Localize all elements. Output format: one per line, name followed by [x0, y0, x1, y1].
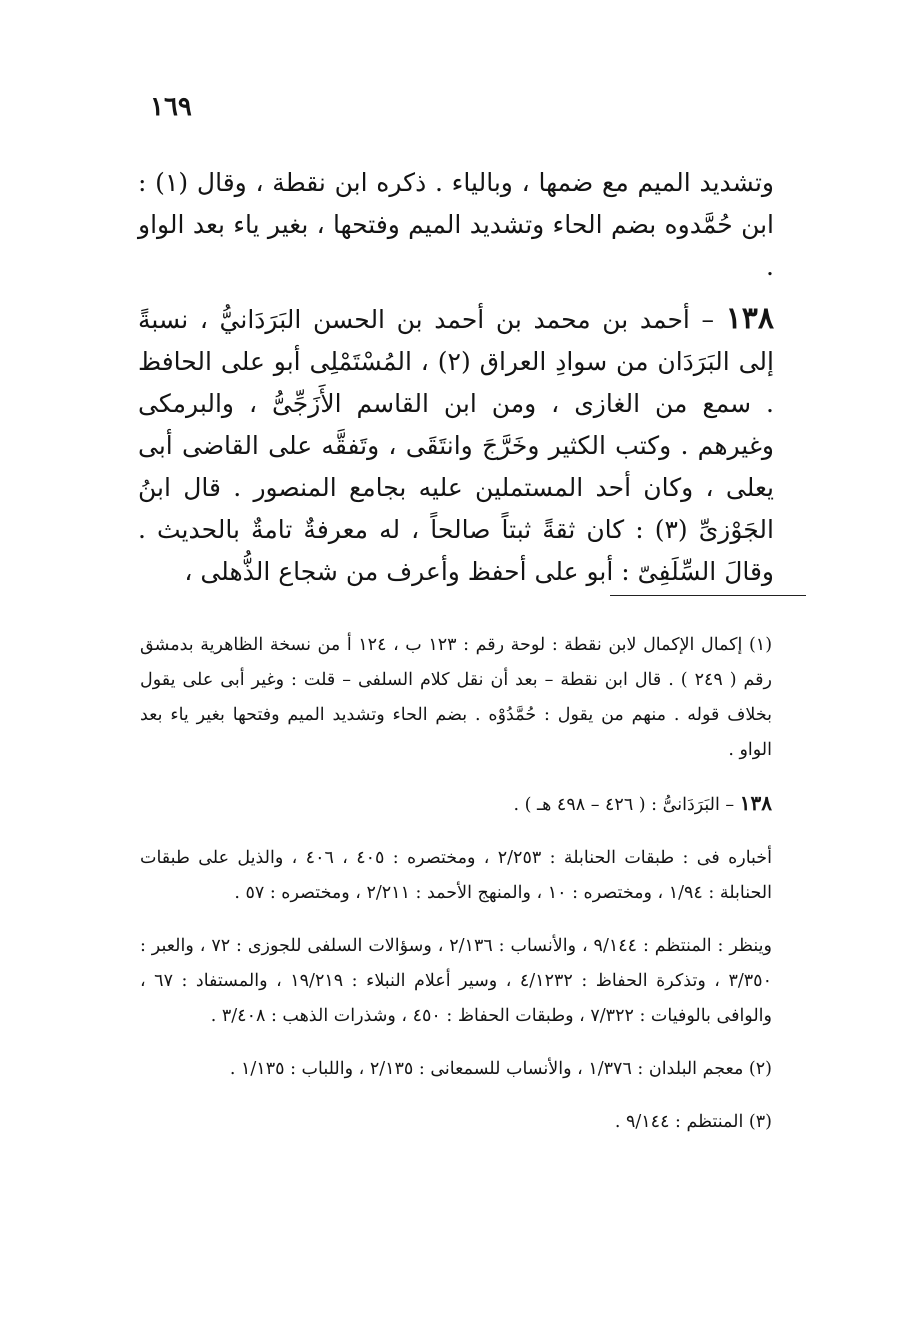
footnote-2: (٢) معجم البلدان : ١/٣٧٦ ، والأنساب للسمعانى : ٢/١٣٥ ، واللباب : ١/١٣٥ . [229, 1059, 772, 1079]
entry-number: ١٣٨ [725, 301, 774, 336]
footnote-1: (١) إكمال الإكمال لابن نقطة : لوحة رقم : ١٢٣ ب ، ١٢٤ أ من نسخة الظاهرية بدمشق رقم ( ٢٤٩ ) . قال ابن نقطة – بعد أن نقل كلام السلفى – قلت : وغير أبى على يقول بخلاف قوله . منهم من يقول : حُمَّدُوْه . بضم الحاء وتشديد الميم وفتحها بغير ياء بعد الواو . [140, 635, 773, 760]
footnote-separator [610, 595, 806, 596]
footnote-3: (٣) المنتظم : ٩/١٤٤ . [614, 1112, 772, 1132]
footnote-entry-number: ١٣٨ [739, 791, 772, 815]
footnote-entry-header [140, 786, 772, 823]
footnotes [140, 628, 772, 1140]
entry-text: – أحمد بن محمد بن أحمد بن الحسن البَرَدَانيُّ ، نسبةً إلى البَرَدَان من سوادِ العراق (٢) ، المُسْتَمْلِى أبو على الحافظ . سمع من الغازى ، ومن ابن القاسم الأَزَجِّىُّ ، والبرمكى وغيرهم . وكتب الكثير وخَرَّجَ وانتَقَى ، وتَفقَّه على القاضى أبى يعلى ، وكان أحد المستملين عليه بجامع المنصور . قال ابنُ الجَوْزىِّ (٣) : كان ثقةً ثبتاً صالحاً ، له معرفةٌ تامةٌ بالحديث . وقالَ السِّلَفِىّ : أبو على أحفظ وأعرف من شجاع الذُّهلى ، [138, 305, 774, 586]
main-paragraph-continuation: وتشديد الميم مع ضمها ، وبالياء . ذكره ابن نقطة ، وقال (١) : ابن حُمَّدوه بضم الحاء وتشديد الميم وفتحها ، بغير ياء بعد الواو . [138, 168, 774, 281]
main-text [138, 162, 774, 593]
page-number: ١٦٩ [150, 92, 192, 122]
footnote-see-also: وينظر : المنتظم : ٩/١٤٤ ، والأنساب : ٢/١٣٦ ، وسؤالات السلفى للجوزى : ٧٢ ، والعبر : ٣/٣٥٠ ، وتذكرة الحفاظ : ٤/١٢٣٢ ، وسير أعلام النبلاء : ١٩/٢١٩ ، والمستفاد : ٦٧ ، والوافى بالوفيات : ٧/٣٢٢ ، وطبقات الحفاظ : ٤٥٠ ، وشذرات الذهب : ٣/٤٠٨ . [140, 936, 772, 1026]
footnote-sources: أخباره فى : طبقات الحنابلة : ٢/٢٥٣ ، ومختصره : ٤٠٥ ، ٤٠٦ ، والذيل على طبقات الحنابلة : ١/٩٤ ، ومختصره : ١٠ ، والمنهج الأحمد : ٢/٢١١ ، ومختصره : ٥٧ . [140, 848, 772, 903]
footnote-entry-line: – البَرَدَانىُّ : ( ٤٢٦ – ٤٩٨ هـ ) . [513, 795, 735, 815]
biography-entry [138, 298, 774, 593]
